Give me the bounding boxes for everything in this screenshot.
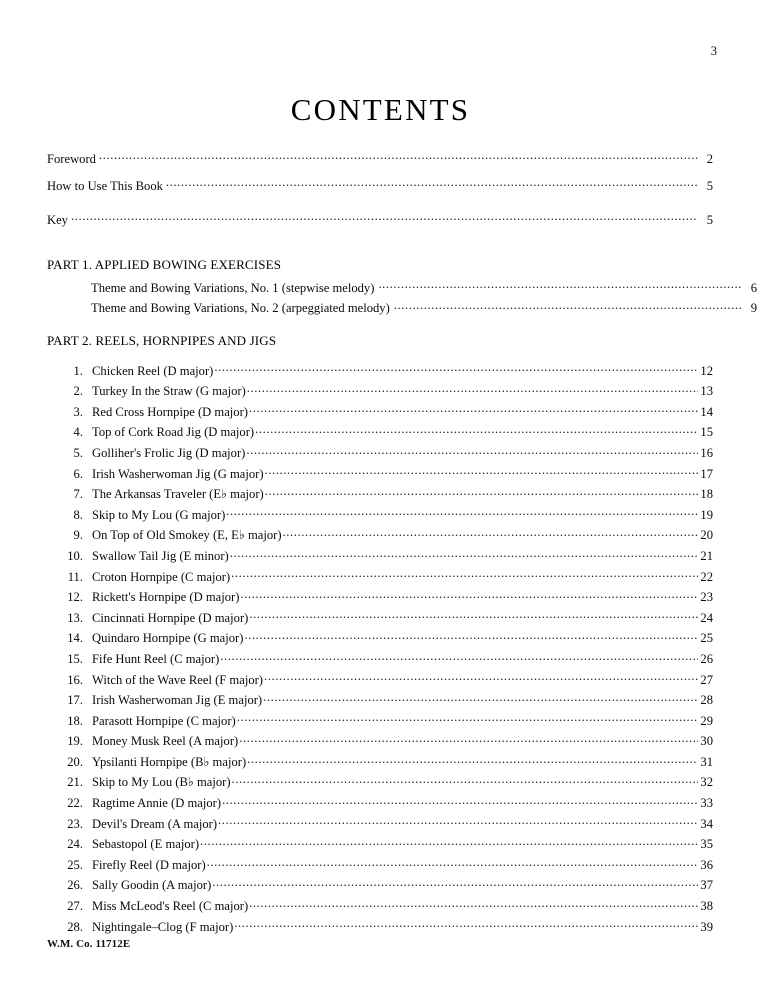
toc-list-item[interactable]	[47, 671, 713, 692]
toc-list-item[interactable]	[47, 692, 713, 713]
toc-list-item[interactable]	[47, 897, 713, 918]
toc-item-page: 13	[700, 384, 713, 399]
toc-item-number: 6.	[73, 466, 83, 481]
toc-item-label: Croton Hornpipe (C major)	[92, 569, 231, 584]
toc-item-page: 34	[700, 816, 713, 831]
toc-item-number: 14.	[67, 631, 83, 646]
toc-item-label: The Arkansas Traveler (E♭ major)	[92, 487, 264, 502]
toc-item-label: Devil's Dream (A major)	[92, 816, 218, 831]
dot-leader	[232, 774, 698, 787]
toc-entry-label: Foreword	[47, 151, 96, 166]
toc-item-page: 33	[700, 796, 713, 811]
toc-list-item[interactable]	[47, 733, 713, 754]
spacer	[47, 355, 713, 362]
dot-leader	[230, 547, 698, 560]
toc-item-page: 14	[700, 404, 713, 419]
toc-item-number: 10.	[67, 548, 83, 563]
tune-list	[47, 362, 713, 939]
toc-item-number: 25.	[67, 857, 83, 872]
dot-leader	[265, 486, 698, 499]
dot-leader	[378, 279, 742, 292]
toc-item-label: Quindaro Hornpipe (G major)	[92, 631, 244, 646]
dot-leader	[212, 877, 698, 890]
toc-item-label: Skip to My Lou (G major)	[92, 507, 226, 522]
dot-leader	[237, 712, 698, 725]
toc-item-number: 13.	[67, 610, 83, 625]
toc-item-label: Irish Washerwoman Jig (E major)	[92, 693, 263, 708]
dot-leader	[200, 836, 698, 849]
toc-list-item[interactable]	[47, 856, 713, 877]
dot-leader	[249, 609, 698, 622]
toc-list-item[interactable]	[47, 362, 713, 383]
toc-list-item[interactable]	[47, 650, 713, 671]
toc-item-page: 23	[700, 590, 713, 605]
toc-entry-page: 9	[750, 301, 757, 316]
toc-item-number: 8.	[73, 507, 83, 522]
toc-item-label: Miss McLeod's Reel (C major)	[92, 899, 249, 914]
dot-leader	[214, 362, 698, 375]
toc-item-label: Money Musk Reel (A major)	[92, 734, 239, 749]
dot-leader	[255, 424, 698, 437]
toc-item-label: Nightingale–Clog (F major)	[92, 919, 234, 934]
dot-leader	[263, 692, 698, 705]
toc-item-page: 38	[700, 899, 713, 914]
toc-item-number: 9.	[73, 528, 83, 543]
dot-leader	[231, 568, 698, 581]
toc-item-label: Parasott Hornpipe (C major)	[92, 713, 236, 728]
toc-item-label: Fife Hunt Reel (C major)	[92, 651, 220, 666]
toc-item-number: 27.	[67, 899, 83, 914]
toc-item-number: 2.	[73, 384, 83, 399]
dot-leader	[247, 753, 698, 766]
toc-list-item[interactable]	[47, 753, 713, 774]
spacer	[47, 204, 713, 211]
page-title: CONTENTS	[290, 92, 471, 127]
dot-leader	[207, 856, 698, 869]
toc-item-page: 29	[700, 713, 713, 728]
toc-item-label: Sally Goodin (A major)	[92, 878, 212, 893]
toc-item-page: 12	[700, 363, 713, 378]
toc-item-label: Top of Cork Road Jig (D major)	[92, 425, 255, 440]
toc-item-label: Irish Washerwoman Jig (G major)	[92, 466, 264, 481]
dot-leader	[226, 506, 698, 519]
toc-item-label: Sebastopol (E major)	[92, 837, 200, 852]
toc-entry-page: 5	[706, 178, 713, 193]
toc-entry-page: 6	[750, 280, 757, 295]
toc-item-label: On Top of Old Smokey (E, E♭ major)	[92, 528, 282, 543]
dot-leader	[265, 465, 698, 478]
toc-list-item[interactable]	[47, 444, 713, 465]
dot-leader	[249, 897, 698, 910]
toc-item-page: 20	[700, 528, 713, 543]
toc-item-number: 24.	[67, 837, 83, 852]
toc-item-number: 15.	[67, 651, 83, 666]
toc-item-page: 25	[700, 631, 713, 646]
toc-item-number: 22.	[67, 796, 83, 811]
toc-entry-label: Theme and Bowing Variations, No. 2 (arpeggiated melody)	[91, 301, 390, 316]
toc-item-page: 26	[700, 651, 713, 666]
toc-item-page: 37	[700, 878, 713, 893]
toc-item-page: 36	[700, 857, 713, 872]
toc-item-page: 32	[700, 775, 713, 790]
dot-leader	[234, 918, 698, 931]
toc-item-number: 11.	[67, 569, 83, 584]
toc-list-item[interactable]	[47, 547, 713, 568]
toc-item-number: 20.	[67, 754, 83, 769]
dot-leader	[394, 300, 742, 313]
toc-list-item[interactable]	[47, 383, 713, 404]
toc-list-item[interactable]	[47, 403, 713, 424]
toc-item-page: 27	[700, 672, 713, 687]
toc-list-item[interactable]	[47, 486, 713, 507]
toc-list-item[interactable]	[47, 836, 713, 857]
dot-leader	[218, 815, 698, 828]
dot-leader	[222, 794, 698, 807]
toc-list-item[interactable]	[47, 589, 713, 610]
toc-list-item[interactable]	[47, 609, 713, 630]
dot-leader	[220, 650, 698, 663]
toc-item-label: Turkey In the Straw (G major)	[92, 384, 246, 399]
toc-item-number: 23.	[67, 816, 83, 831]
spacer	[47, 320, 713, 333]
front-matter-section	[47, 150, 713, 238]
dot-leader	[99, 150, 698, 163]
toc-list-item[interactable]	[47, 918, 713, 939]
toc-entry-how-to-use-this-book[interactable]	[47, 177, 713, 204]
toc-item-number: 19.	[67, 734, 83, 749]
toc-item-page: 21	[700, 548, 713, 563]
toc-list-item[interactable]	[47, 774, 713, 795]
toc-item-label: Chicken Reel (D major)	[92, 363, 214, 378]
toc-item-page: 24	[700, 610, 713, 625]
dot-leader	[246, 444, 698, 457]
toc-item-number: 5.	[73, 445, 83, 460]
toc-list-item[interactable]	[47, 568, 713, 589]
dot-leader	[247, 383, 698, 396]
toc-item-number: 28.	[67, 919, 83, 934]
toc-entry-theme-variations-2[interactable]	[47, 300, 757, 321]
dot-leader	[239, 733, 698, 746]
toc-item-number: 17.	[67, 693, 83, 708]
toc-entry-label: Key	[47, 212, 68, 227]
toc-list-item[interactable]	[47, 630, 713, 651]
toc-item-label: Swallow Tail Jig (E minor)	[92, 548, 229, 563]
table-of-contents	[47, 150, 757, 939]
toc-list-item[interactable]	[47, 424, 713, 445]
toc-list-item[interactable]	[47, 465, 713, 486]
toc-entry-label: How to Use This Book	[47, 178, 163, 193]
toc-item-page: 39	[700, 919, 713, 934]
toc-item-label: Rickett's Hornpipe (D major)	[92, 590, 240, 605]
part-2-heading: PART 2. REELS, HORNPIPES AND JIGS	[47, 333, 277, 348]
toc-entry-foreword[interactable]	[47, 150, 713, 177]
toc-item-number: 26.	[67, 878, 83, 893]
dot-leader	[240, 589, 698, 602]
toc-item-number: 16.	[67, 672, 83, 687]
toc-item-label: Cincinnati Hornpipe (D major)	[92, 610, 249, 625]
plate-number: W.M. Co. 11712E	[47, 938, 131, 950]
toc-list-item[interactable]	[47, 712, 713, 733]
dot-leader	[264, 671, 698, 684]
toc-item-page: 17	[700, 466, 713, 481]
toc-entry-page: 5	[706, 212, 713, 227]
toc-entry-key[interactable]	[47, 211, 713, 238]
toc-item-number: 7.	[73, 487, 83, 502]
toc-item-label: Red Cross Hornpipe (D major)	[92, 404, 248, 419]
toc-item-number: 4.	[73, 425, 83, 440]
toc-item-page: 35	[700, 837, 713, 852]
dot-leader	[244, 630, 698, 643]
toc-list-item[interactable]	[47, 877, 713, 898]
toc-item-label: Skip to My Lou (B♭ major)	[92, 775, 231, 790]
toc-item-page: 28	[700, 693, 713, 708]
toc-item-page: 30	[700, 734, 713, 749]
toc-entry-theme-variations-1[interactable]	[47, 279, 757, 300]
page-number: 3	[710, 44, 717, 58]
dot-leader	[166, 177, 698, 190]
dot-leader	[283, 527, 698, 540]
toc-item-label: Firefly Reel (D major)	[92, 857, 206, 872]
toc-item-page: 16	[700, 445, 713, 460]
toc-item-page: 22	[700, 569, 713, 584]
toc-item-label: Golliher's Frolic Jig (D major)	[92, 445, 246, 460]
dot-leader	[71, 211, 698, 224]
toc-item-page: 15	[700, 425, 713, 440]
dot-leader	[249, 403, 698, 416]
toc-item-number: 1.	[73, 363, 83, 378]
toc-list-item[interactable]	[47, 527, 713, 548]
toc-item-page: 19	[700, 507, 713, 522]
toc-item-number: 21.	[67, 775, 83, 790]
toc-list-item[interactable]	[47, 506, 713, 527]
toc-item-label: Ragtime Annie (D major)	[92, 796, 222, 811]
toc-item-label: Ypsilanti Hornpipe (B♭ major)	[92, 754, 247, 769]
toc-list-item[interactable]	[47, 815, 713, 836]
toc-item-number: 12.	[67, 590, 83, 605]
toc-list-item[interactable]	[47, 794, 713, 815]
toc-entry-page: 2	[706, 151, 713, 166]
part-1-heading: PART 1. APPLIED BOWING EXERCISES	[47, 257, 282, 272]
toc-item-label: Witch of the Wave Reel (F major)	[92, 672, 264, 687]
toc-entry-label: Theme and Bowing Variations, No. 1 (stepwise melody)	[91, 280, 375, 295]
toc-item-number: 3.	[73, 404, 83, 419]
toc-item-number: 18.	[67, 713, 83, 728]
toc-item-page: 31	[700, 754, 713, 769]
toc-item-page: 18	[700, 487, 713, 502]
spacer	[47, 238, 713, 257]
